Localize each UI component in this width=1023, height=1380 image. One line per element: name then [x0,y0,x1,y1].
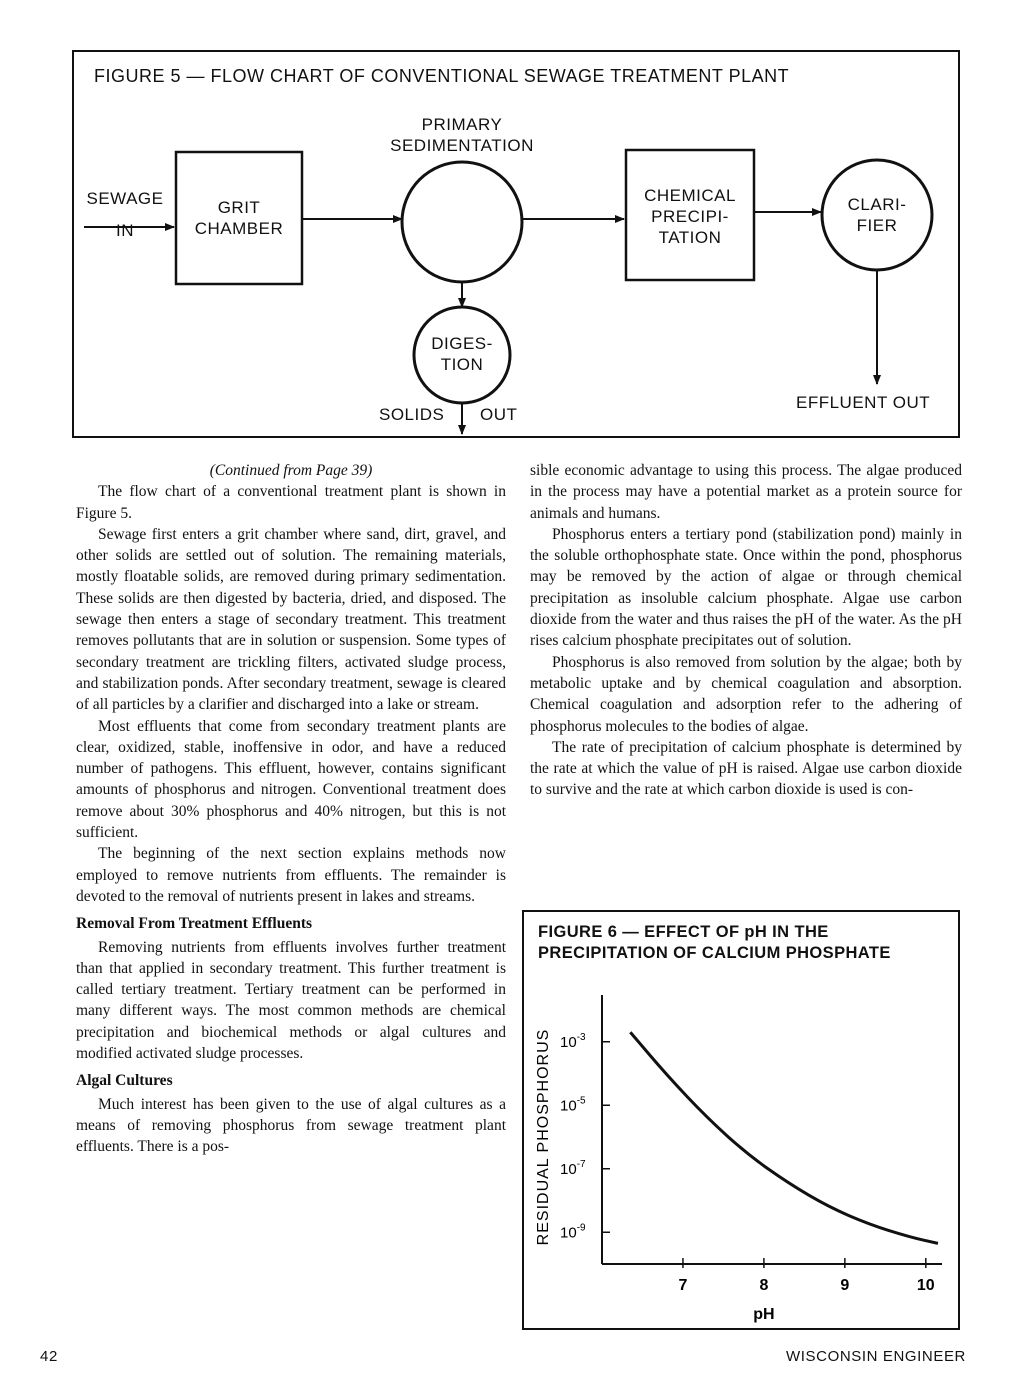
chem-label-line1: CHEMICAL [644,186,736,205]
primary-sedimentation-circle [402,162,522,282]
figure-6-title-line1: FIGURE 6 — EFFECT OF pH IN THE [538,923,829,941]
x-tick-label: 7 [678,1277,688,1294]
grit-label-line1: GRIT [217,198,261,217]
paragraph: Sewage first enters a grit chamber where sand, dirt, gravel, and other solids are settled out of solution. The remaining materials, mostly floatable solids, are removed during primary sedimentation. These solids are then digested by bacteria, dried, and disposed. The sewage then enters a stage of secondary treatment. This treatment removes pollutants that are in solution or suspension. Some types of secondary treatment are trickling filters, activated sludge process, and stabilization ponds. After secondary treatment, sewage is cleared of all particles by a clarifier and discharged into a lake or stream. [76,525,506,714]
section-heading: Algal Cultures [76,1072,173,1090]
in-label: IN [116,221,134,240]
ph-chart [524,912,962,1332]
paragraph: The beginning of the next section explains methods now employed to remove nutrients from effluents. The remainder is devoted to the removal of nutrients present in lakes and streams. [76,845,506,905]
dig-label-line2: TION [440,355,484,374]
out-label: OUT [480,405,518,424]
y-tick-label: $10^{-3}$ [560,1031,586,1051]
paragraph: Removing nutrients from effluents involves further treatment than that applied in secondary treatment. This further treatment is called tertiary treatment. Tertiary treatment can be performed in many different ways. The most common methods are chemical precipitation and biochemical methods or algal cultures and modified activated sludge processes. [76,938,506,1063]
clar-label-line2: FIER [856,216,898,235]
sewage-label: SEWAGE [86,189,164,208]
paragraph: sible economic advantage to using this process. The algae produced in the process may have a potential market as a protein source for animals and humans. [530,462,962,522]
paragraph: The flow chart of a conventional treatment plant is shown in Figure 5. [76,483,506,522]
primary-sedimentation-label [362,114,562,156]
figure-6 [522,910,960,1330]
continued-note: (Continued from Page 39) [209,462,373,479]
y-axis-label: RESIDUAL PHOSPHORUS [535,1028,552,1246]
left-column [76,460,506,1158]
residual-phosphorus-curve [630,1032,938,1243]
paragraph: Phosphorus enters a tertiary pond (stabilization pond) mainly in the soluble orthophosphate state. Once within the pond, phosphorus may be removed by the action of algae or through chemical precipitation as insoluble calcium phosphate. Algae use carbon dioxide from the water and thus raises the pH of the water. As the pH rises calcium phosphate precipitates out of solution. [530,525,962,650]
grit-label-line2: CHAMBER [194,219,284,238]
clarifier-label [827,194,927,236]
paragraph: Phosphorus is also removed from solution by the algae; both by metabolic uptake and by chemical coagulation and absorption. Chemical coagulation and adsorption refer to the adhering of phosphorus molecules to the bodies of algae. [530,653,962,735]
flow-chart-diagram [74,52,962,440]
y-tick-label: $10^{-7}$ [560,1158,586,1178]
dig-label-line1: DIGES- [431,334,493,353]
figure-5-title: FIGURE 5 — FLOW CHART OF CONVENTIONAL SEWAGE TREATMENT PLANT [94,66,790,86]
figure-6-title-line2: PRECIPITATION OF CALCIUM PHOSPHATE [538,944,891,962]
effluent-out-label: EFFLUENT OUT [796,393,931,412]
grit-chamber-label [176,197,302,239]
paragraph: The rate of precipitation of calcium phosphate is determined by the rate at which the value of pH is raised. Algae use carbon dioxide to survive and the rate at which carbon dioxide is used is con- [530,738,962,799]
figure-5 [72,50,960,438]
paragraph: Much interest has been given to the use of algal cultures as a means of removing phosphorus from sewage treatment plant effluents. There is a pos- [76,1095,506,1156]
chemical-precipitation-label [626,185,754,248]
solids-label: SOLIDS [379,405,445,424]
x-tick-label: 10 [916,1277,935,1294]
journal-name: WISCONSIN ENGINEER [786,1348,966,1365]
x-tick-label: 9 [840,1277,850,1294]
x-tick-label: 8 [759,1277,769,1294]
primary-label-line1: PRIMARY [421,115,503,134]
chem-label-line2: PRECIPI- [651,207,729,226]
primary-label-line2: SEDIMENTATION [390,136,534,155]
digestion-label [412,333,512,375]
section-heading: Removal From Treatment Effluents [76,915,313,933]
x-axis-label: pH [753,1306,775,1323]
sewage-in-label [82,188,168,241]
chem-label-line3: TATION [658,228,722,247]
y-tick-label: $10^{-5}$ [560,1095,586,1115]
y-tick-label: $10^{-9}$ [560,1222,586,1242]
clar-label-line1: CLARI- [847,195,907,214]
right-column [530,460,962,801]
page-number: 42 [40,1348,58,1365]
paragraph: Most effluents that come from secondary treatment plants are clear, oxidized, stable, inoffensive in odor, and have a reduced number of pathogens. This effluent, however, contains significant amounts of phosphorus and nitrogen. Conventional treatment does remove about 30% phosphorus and 40% nitrogen, but this is not sufficient. [76,717,506,842]
